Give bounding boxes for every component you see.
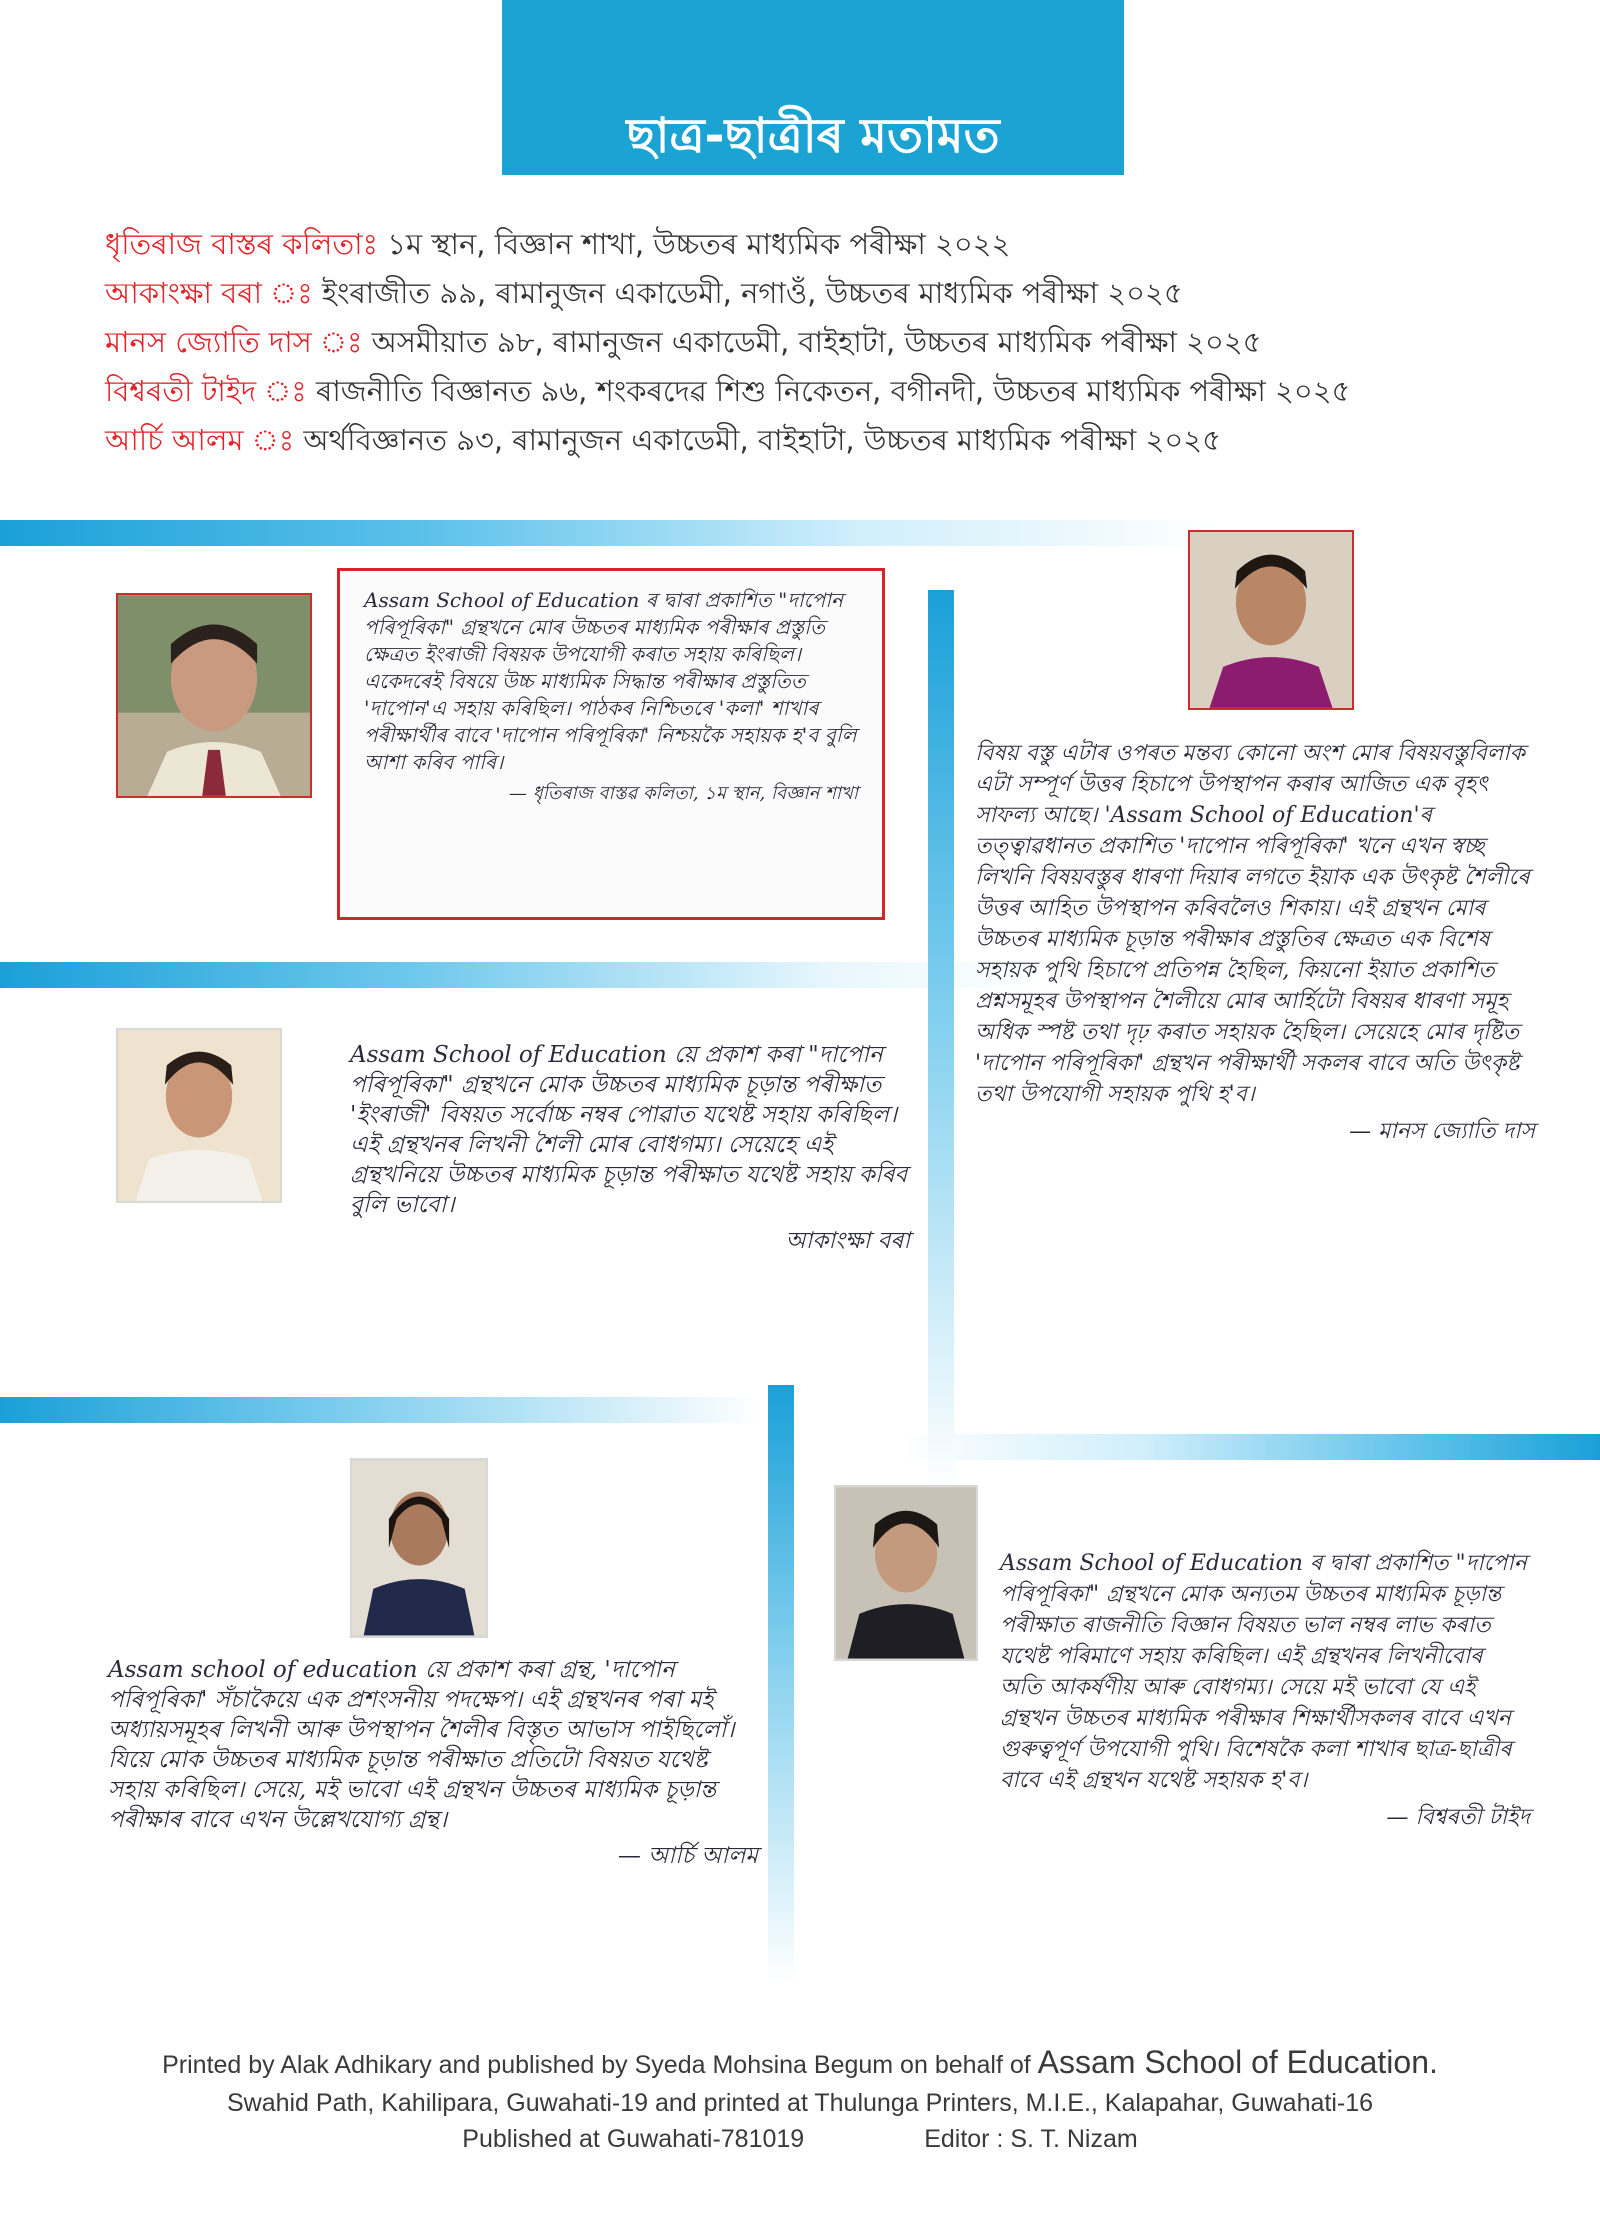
result-detail: ৰাজনীতি বিজ্ঞানত ৯৬, শংকৰদেৱ শিশু নিকেতন, বগীনদী, উচ্চতৰ মাধ্যমিক পৰীক্ষা ২০২৫: [306, 374, 1351, 408]
imprint-footer: [0, 2042, 1600, 2157]
portrait-image: [118, 595, 310, 796]
imprint-address: Swahid Path, Kahilipara, Guwahati-19 and printed at Thulunga Printers, M.I.E., Kalapahar, Guwahati-16: [226, 2089, 1374, 2117]
handwritten-note-card: [337, 568, 885, 920]
student-name: মানস জ্যোতি দাস ঃ: [105, 325, 363, 359]
note-signature: — মানস জ্যোতি দাস: [1349, 1119, 1535, 1144]
handwritten-note: Assam School of Education ৰ দ্বাৰা প্ৰকাশিত "দাপোন পৰিপূৰিকা" গ্ৰন্থখনে মোৰ উচ্চতৰ মাধ্যমিক পৰীক্ষাৰ প্ৰস্তুতি ক্ষেত্ৰত ইংৰাজী বিষয়ক উপযোগী কৰাত সহায় কৰিছিল। একেদৰেই বিষয়ে উচ্চ মাধ্যমিক সিদ্ধান্ত পৰীক্ষাৰ প্ৰস্তুতিত 'দাপোন'এ সহায় কৰিছিল। পাঠকৰ নিশ্চিতৰে 'কলা' শাখাৰ পৰীক্ষাৰ্থীৰ বাবে 'দাপোন পৰিপূৰিকা' নিশ্চয়কৈ সহায়ক হ'ব বুলি আশা কৰিব পাৰি।: [364, 588, 857, 774]
result-row: [105, 220, 1565, 269]
handwritten-note: Assam School of Education ৰ দ্বাৰা প্ৰকাশিত "দাপোন পৰিপূৰিকা" গ্ৰন্থখনে মোক অন্যতম উচ্চতৰ মাধ্যমিক চূড়ান্ত পৰীক্ষাত ৰাজনীতি বিজ্ঞান বিষয়ত ভাল নম্বৰ লাভ কৰাত যথেষ্ট পৰিমাণে সহায় কৰিছিল। এই গ্ৰন্থখনৰ লিখনীবোৰ অতি আকৰ্ষণীয় আৰু বোধগম্য। সেয়ে মই ভাবো যে এই গ্ৰন্থখন উচ্চতৰ মাধ্যমিক পৰীক্ষাৰ শিক্ষাৰ্থীসকলৰ বাবে এখন গুৰুত্বপূৰ্ণ উপযোগী পুথি। বিশেষকৈ কলা শাখাৰ ছাত্ৰ-ছাত্ৰীৰ বাবে এই গ্ৰন্থখন যথেষ্ট সহায়ক হ'ব।: [1000, 1551, 1527, 1793]
portrait-image: [352, 1460, 486, 1636]
handwritten-note-card: [108, 1655, 758, 1871]
portrait-image: [1190, 532, 1352, 708]
note-signature: — ধৃতিৰাজ বাস্তৱ কলিতা, ১ম স্থান, বিজ্ঞান শাখা: [508, 783, 858, 804]
editor-name: Editor : S. T. Nizam: [924, 2125, 1138, 2153]
student-photo: [116, 593, 312, 798]
portrait-image: [836, 1487, 976, 1659]
result-detail: অসমীয়াত ৯৮, ৰামানুজন একাডেমী, বাইহাটা, উচ্চতৰ মাধ্যমিক পৰীক্ষা ২০২৫: [362, 325, 1262, 359]
note-signature: আকাংক্ষা বৰা: [785, 1228, 910, 1254]
student-photo: [834, 1485, 978, 1661]
handwritten-note: Assam School of Education য়ে প্ৰকাশ কৰা "দাপোন পৰিপূৰিকা" গ্ৰন্থখনে মোক উচ্চতৰ মাধ্যমিক চূড়ান্ত পৰীক্ষাত 'ইংৰাজী' বিষয়ত সৰ্বোচ্চ নম্বৰ পোৱাত যথেষ্ট সহায় কৰিছিল। এই গ্ৰন্থখনৰ লিখনী শৈলী মোৰ বোধগম্য। সেয়েহে এই গ্ৰন্থখনিয়ে উচ্চতৰ মাধ্যমিক চূড়ান্ত পৰীক্ষাত যথেষ্ট সহায় কৰিব বুলি ভাবো।: [350, 1042, 908, 1218]
handwritten-note-card: [350, 1040, 910, 1256]
result-row: [105, 367, 1565, 416]
result-row: [105, 416, 1565, 465]
decorative-band: [928, 590, 954, 1490]
handwritten-note-card: [1000, 1548, 1530, 1833]
results-list: [105, 220, 1565, 465]
student-name: আকাংক্ষা বৰা ঃ: [105, 276, 313, 310]
result-detail: অৰ্থবিজ্ঞানত ৯৩, ৰামানুজন একাডেমী, বাইহাটা, উচ্চতৰ মাধ্যমিক পৰীক্ষা ২০২৫: [294, 423, 1221, 457]
handwritten-note: বিষয় বস্তু এটাৰ ওপৰত মন্তব্য কোনো অংশ মোৰ বিষয়বস্তুবিলাক এটা সম্পূৰ্ণ উত্তৰ হিচাপে উপস্থাপন কৰাৰ আজিত এক বৃহৎ সাফল্য আছে। 'Assam School of Education'ৰ তত্ত্বাৱধানত প্ৰকাশিত 'দাপোন পৰিপূৰিকা' খনে এখন স্বচ্ছ লিখনি বিষয়বস্তুৰ ধাৰণা দিয়াৰ লগতে ইয়াক এক উৎকৃষ্ট শৈলীৰে উত্তৰ আহিত উপস্থাপন কৰিবলৈও শিকায়। এই গ্ৰন্থখন মোৰ উচ্চতৰ মাধ্যমিক চূড়ান্ত পৰীক্ষাৰ প্ৰস্তুতিৰ ক্ষেত্ৰত এক বিশেষ সহায়ক পুথি হিচাপে প্ৰতিপন্ন হৈছিল, কিয়নো ইয়াত প্ৰকাশিত প্ৰশ্নসমূহৰ উপস্থাপন শৈলীয়ে মোৰ আৰ্হিটো বিষয়ৰ ধাৰণা সমূহ অধিক স্পষ্ট তথা দৃঢ় কৰাত সহায়ক হৈছিল। সেয়েহে মোৰ দৃষ্টিত 'দাপোন পৰিপূৰিকা' গ্ৰন্থখন পৰীক্ষাৰ্থী সকলৰ বাবে অতি উৎকৃষ্ট তথা উপযোগী সহায়ক পুথি হ'ব।: [975, 741, 1530, 1107]
student-name: আৰ্চি আলম ঃ: [105, 423, 295, 457]
decorative-band: [900, 1434, 1600, 1460]
published-place: Published at Guwahati-781019: [462, 2125, 805, 2153]
handwritten-note: Assam school of education য়ে প্ৰকাশ কৰা গ্ৰন্থ, 'দাপোন পৰিপূৰিকা' সঁচাকৈয়ে এক প্ৰশংসনীয় পদক্ষেপ। এই গ্ৰন্থখনৰ পৰা মই অধ্যায়সমূহৰ লিখনী আৰু উপস্থাপন শৈলীৰ বিস্তৃত আভাস পাইছিলোঁ। যিয়ে মোক উচ্চতৰ মাধ্যমিক চূড়ান্ত পৰীক্ষাত প্ৰতিটো বিষয়ত যথেষ্ট সহায় কৰিছিল। সেয়ে, মই ভাবো এই গ্ৰন্থখন উচ্চতৰ মাধ্যমিক চূড়ান্ত পৰীক্ষাৰ বাবে এখন উল্লেখযোগ্য গ্ৰন্থ।: [108, 1657, 735, 1833]
decorative-band: [0, 962, 1040, 988]
student-photo: [350, 1458, 488, 1638]
decorative-band: [0, 520, 1220, 546]
result-detail: ইংৰাজীত ৯৯, ৰামানুজন একাডেমী, নগাওঁ, উচ্চতৰ মাধ্যমিক পৰীক্ষা ২০২৫: [312, 276, 1183, 310]
student-photo: [116, 1028, 282, 1203]
student-name: ধৃতিৰাজ বাস্তৰ কলিতাঃ: [105, 227, 378, 261]
portrait-image: [118, 1030, 280, 1201]
page-title: ছাত্ৰ-ছাত্ৰীৰ মতামত: [626, 108, 1000, 164]
result-detail: ১ম স্থান, বিজ্ঞান শাখা, উচ্চতৰ মাধ্যমিক পৰীক্ষা ২০২২: [378, 227, 1011, 261]
imprint-prefix: Printed by Alak Adhikary and published by Syeda Mohsina Begum on behalf of: [162, 2051, 1038, 2079]
organization-name: Assam School of Education.: [1037, 2044, 1438, 2080]
result-row: [105, 318, 1565, 367]
decorative-band: [0, 1397, 760, 1423]
student-photo: [1188, 530, 1354, 710]
decorative-band: [768, 1385, 794, 1985]
note-signature: — আৰ্চি আলম: [617, 1843, 758, 1869]
imprint-line: [0, 2042, 1600, 2085]
result-row: [105, 269, 1565, 318]
imprint-publish-line: [0, 2121, 1600, 2157]
student-name: বিশ্বৰতী টাইদ ঃ: [105, 374, 307, 408]
handwritten-note-card: [975, 738, 1535, 1147]
note-signature: — বিশ্বৰতী টাইদ: [1386, 1805, 1530, 1830]
title-banner: [502, 0, 1124, 175]
